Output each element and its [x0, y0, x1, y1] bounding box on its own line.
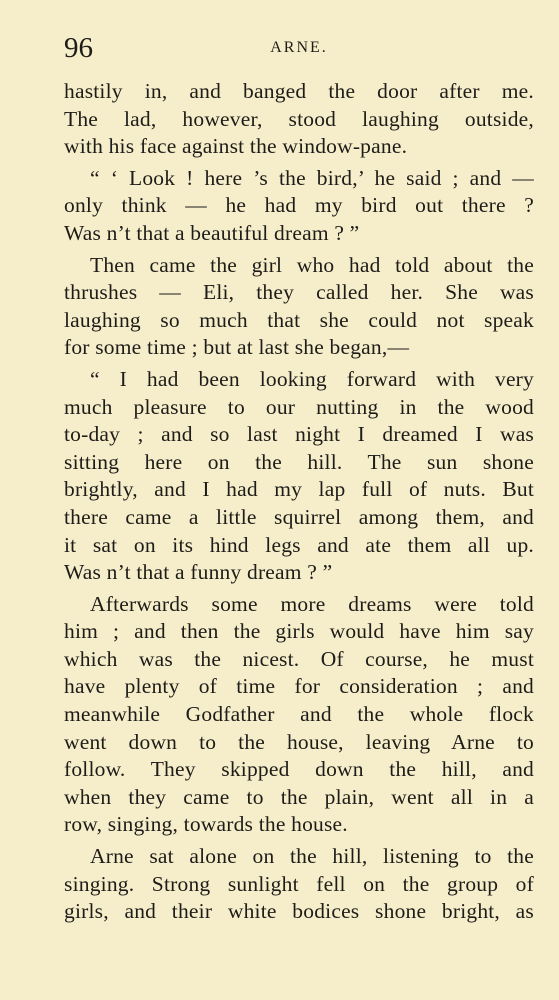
paragraph: [64, 252, 534, 362]
text-line: to-day ; and so last night I dreamed I was: [64, 422, 534, 447]
text-line: it sat on its hind legs and ate them all up.: [64, 532, 534, 557]
text-line: girls, and their white bodices shone bright, as: [64, 899, 534, 924]
text-line: singing. Strong sunlight fell on the group of: [64, 871, 534, 896]
text-line: sitting here on the hill. The sun shone: [64, 449, 534, 474]
text-line: The lad, however, stood laughing outside,: [64, 106, 534, 131]
paragraph: [64, 78, 534, 161]
paragraph: [64, 591, 534, 839]
running-head: ARNE.: [270, 39, 328, 56]
page-header: [64, 28, 534, 68]
text-line: Arne sat alone on the hill, listening to the: [90, 844, 534, 869]
paragraph: [64, 165, 534, 248]
text-line: with his face against the window-pane.: [64, 134, 408, 159]
paragraph: [64, 366, 534, 587]
text-line: brightly, and I had my lap full of nuts. But: [64, 477, 534, 502]
text-line: only think — he had my bird out there ?: [64, 193, 534, 218]
text-line: hastily in, and banged the door after me.: [64, 79, 534, 103]
text-line: which was the nicest. Of course, he must: [64, 646, 534, 671]
text-line: for some time ; but at last she began,—: [64, 335, 410, 360]
text-line: thrushes — Eli, they called her. She was: [64, 280, 534, 305]
text-line: Was n’t that a beautiful dream ? ”: [64, 220, 360, 245]
text-line: much pleasure to our nutting in the wood: [64, 394, 534, 419]
text-line: row, singing, towards the house.: [64, 812, 348, 837]
text-line: there came a little squirrel among them, and: [64, 504, 534, 529]
paragraph: [64, 843, 534, 926]
body-text: [64, 78, 534, 926]
text-line: “ I had been looking forward with very: [90, 366, 534, 391]
text-line: laughing so much that she could not speak: [64, 307, 534, 332]
page-number: 96: [64, 32, 93, 64]
text-line: follow. They skipped down the hill, and: [64, 757, 534, 782]
text-line: Afterwards some more dreams were told: [90, 591, 534, 616]
text-line: Then came the girl who had told about the: [90, 252, 534, 277]
text-line: “ ‘ Look ! here ’s the bird,’ he said ; and —: [90, 165, 534, 190]
text-line: Was n’t that a funny dream ? ”: [64, 560, 333, 585]
text-line: went down to the house, leaving Arne to: [64, 729, 534, 754]
text-line: him ; and then the girls would have him say: [64, 619, 534, 644]
text-line: have plenty of time for consideration ; and: [64, 674, 534, 699]
text-line: meanwhile Godfather and the whole flock: [64, 702, 534, 727]
text-line: when they came to the plain, went all in a: [64, 784, 534, 809]
